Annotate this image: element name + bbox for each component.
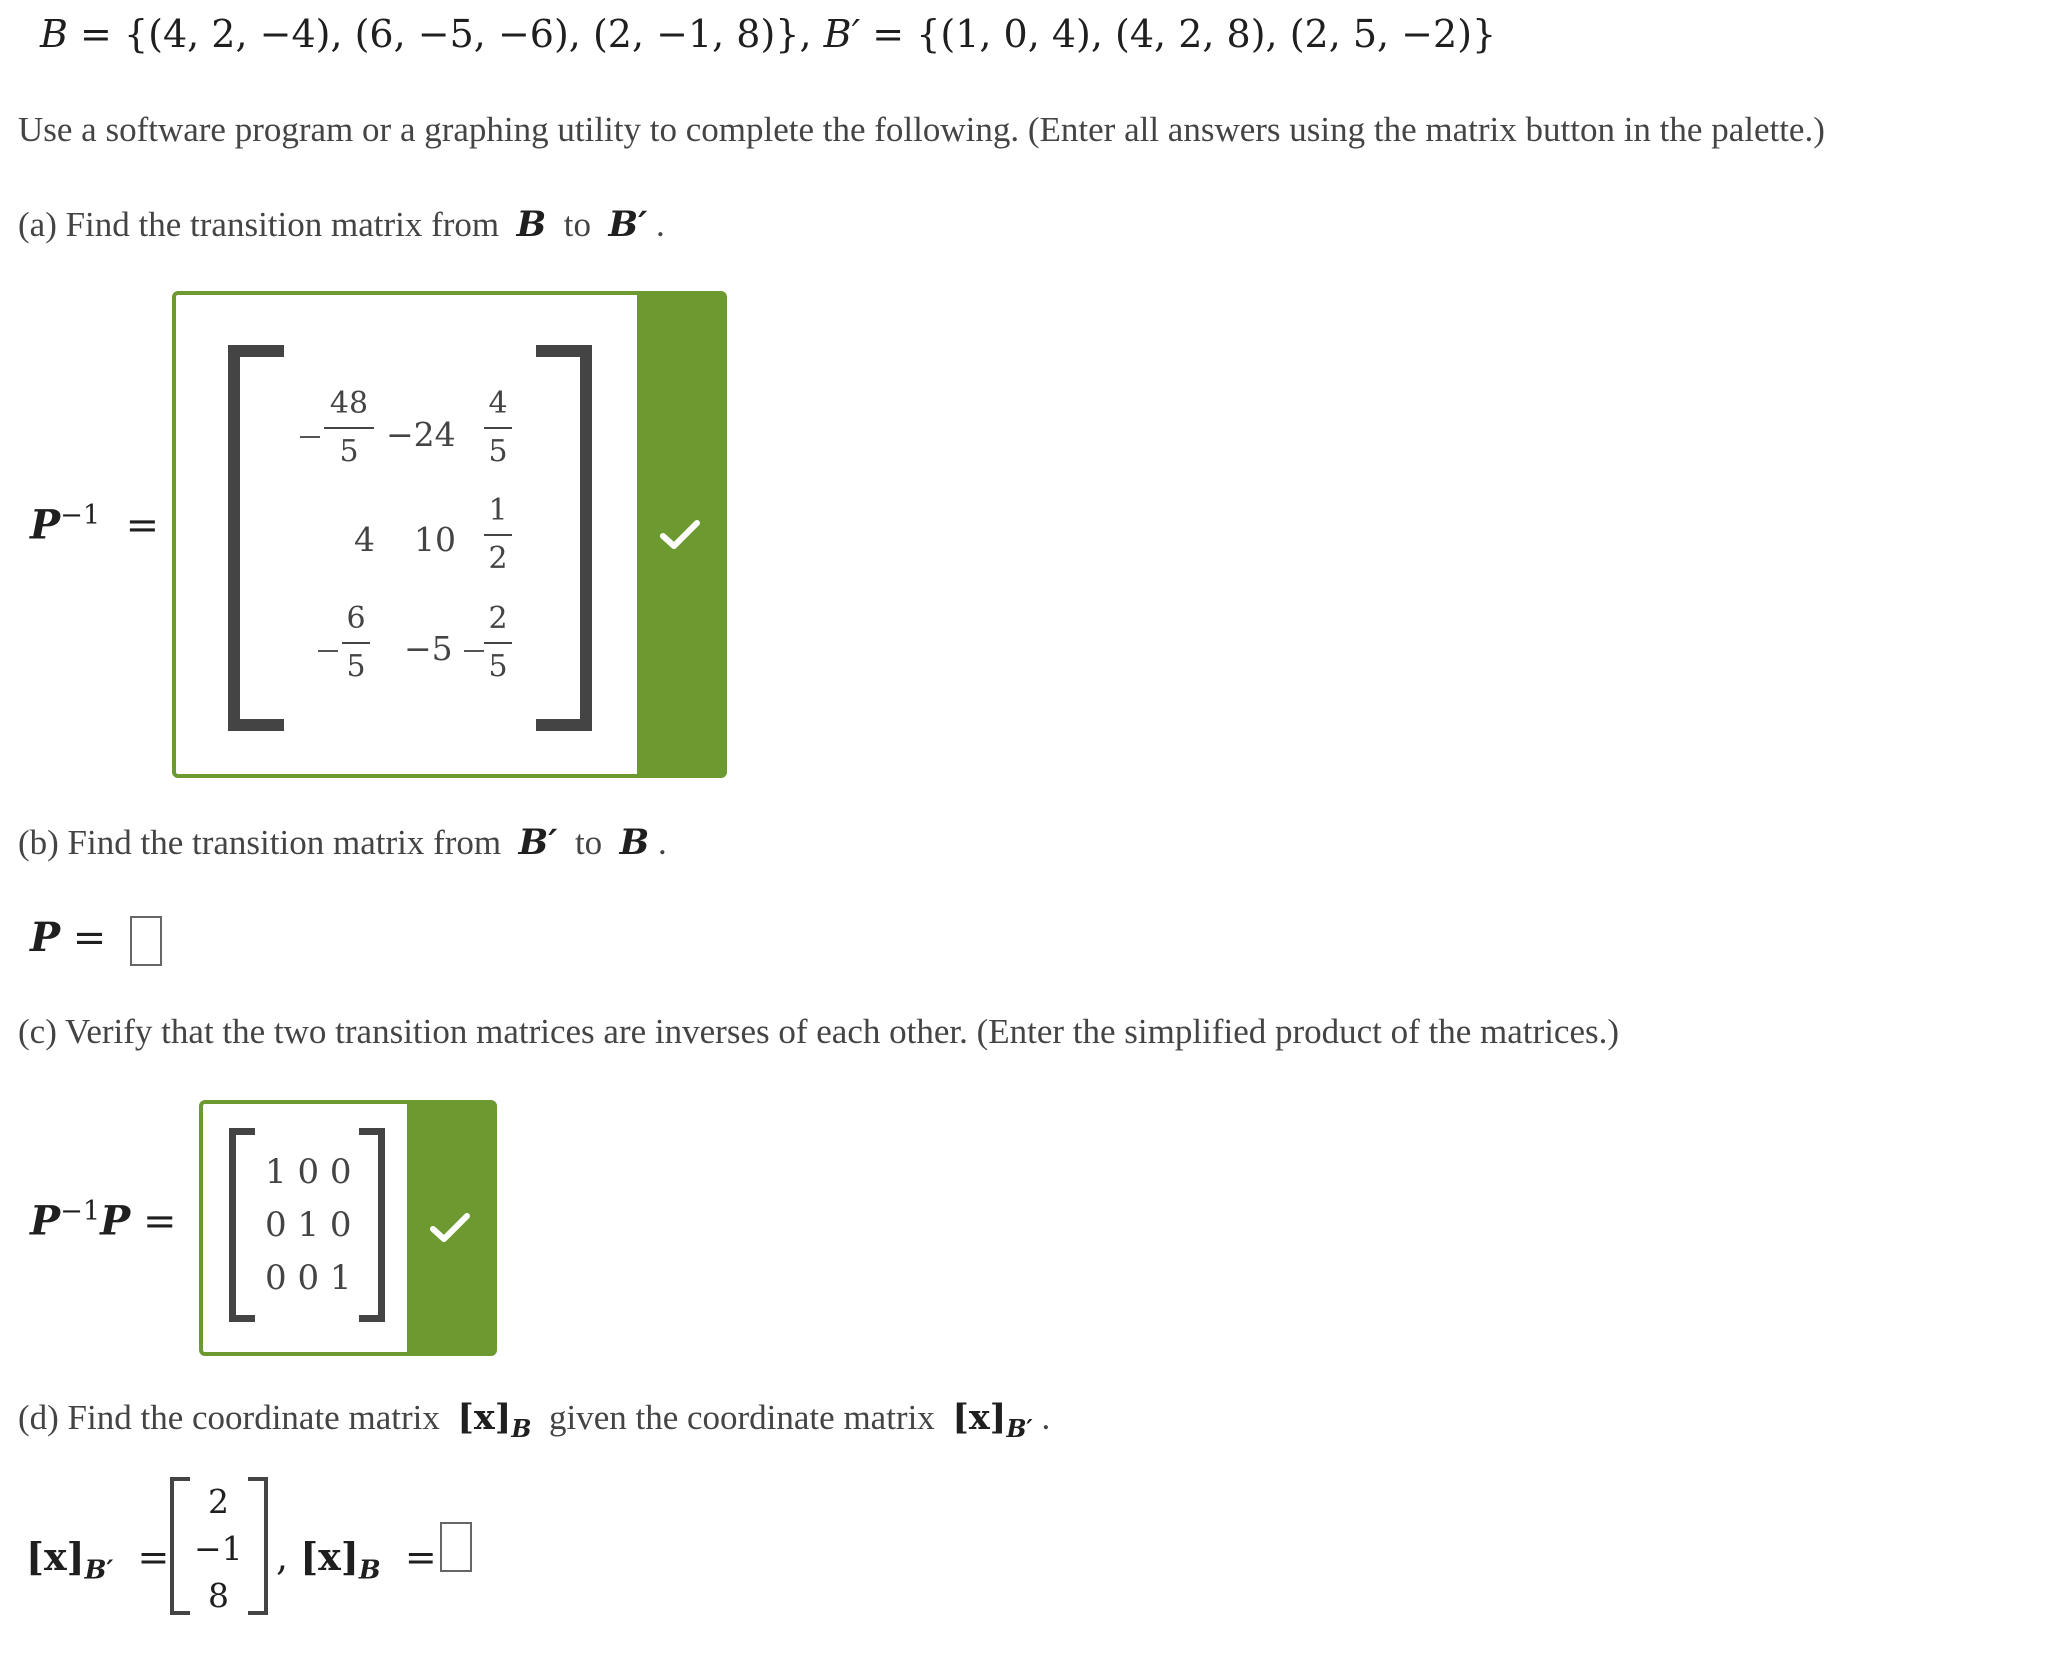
part-b-prompt — [18, 822, 667, 863]
right-bracket — [359, 1128, 385, 1322]
part-c-answer-box[interactable] — [199, 1100, 497, 1356]
part-c-lhs-p: P — [30, 1197, 61, 1245]
part-c-lhs-sup: −1 — [60, 1196, 101, 1227]
part-a-lhs-p: P — [30, 501, 61, 549]
part-d-given-lhs: $[x]_{B'}$ = — [26, 1534, 170, 1586]
sets-definition: B = {(4, 2, −4), (6, −5, −6), (2, −1, 8)}, B′ = {(1, 0, 4), (4, 2, 8), (2, 5, −2)} — [40, 12, 1497, 56]
given-vector-entry-3: 8 — [208, 1576, 229, 1615]
set-b-value: {(4, 2, −4), (6, −5, −6), (2, −1, 8)} — [123, 12, 800, 56]
given-vector-entry-1: 2 — [208, 1482, 229, 1521]
part-d-x1: [x] — [457, 1397, 512, 1438]
part-b-period: . — [658, 823, 667, 862]
part-d-period: . — [1041, 1398, 1051, 1437]
identity-row-3: 0 0 1 — [265, 1258, 352, 1298]
part-b-prompt-text: (b) Find the transition matrix from — [18, 823, 502, 862]
part-c-eq: = — [142, 1198, 177, 1245]
matrix-entry-r1c3: 4 5 — [484, 387, 512, 469]
part-a-answer-box[interactable] — [172, 291, 727, 778]
given-vector-entry-2: −1 — [194, 1529, 243, 1568]
part-a-correct-indicator — [637, 295, 723, 774]
part-d-x2-sub: B′ — [1006, 1415, 1033, 1443]
part-d-mid-text: given the coordinate matrix — [548, 1398, 935, 1437]
matrix-entry-r2c3: 1 2 — [484, 494, 512, 576]
part-b-eq: = — [72, 915, 107, 961]
part-d-answer-lhs: , $[x]_B$ = — [276, 1534, 437, 1586]
minus-sign — [300, 436, 320, 438]
part-a-prompt — [18, 204, 665, 245]
part-a-lhs — [30, 500, 159, 548]
part-a-eq: = — [125, 502, 160, 549]
part-b-to-word: to — [574, 823, 603, 862]
instructions: Use a software program or a graphing utility to complete the following. (Enter all answers using the matrix button in the palette.) — [18, 110, 1825, 149]
part-a-period: . — [656, 205, 665, 244]
part-b-answer-input[interactable] — [130, 916, 162, 966]
part-d-x2: [x] — [952, 1397, 1007, 1438]
part-a-prompt-text: (a) Find the transition matrix from — [18, 205, 500, 244]
part-d-answer-input[interactable] — [440, 1522, 472, 1572]
part-d-prompt — [18, 1397, 1050, 1443]
minus-sign — [464, 650, 484, 652]
part-c-correct-indicator — [407, 1104, 493, 1352]
set-bprime-value: {(1, 0, 4), (4, 2, 8), (2, 5, −2)} — [916, 12, 1497, 56]
matrix-entry-r1c1: 48 5 — [324, 387, 374, 469]
checkmark-icon — [429, 1211, 471, 1245]
minus-sign — [318, 650, 338, 652]
set-bprime-label: B′ — [823, 12, 861, 56]
part-d-x1-sub: B — [511, 1415, 532, 1443]
matrix-entry-r2c2: 10 — [414, 520, 456, 559]
part-a-to-word: to — [563, 205, 591, 244]
set-b-label: B — [40, 12, 68, 56]
part-b-lhs — [30, 914, 106, 961]
matrix-entry-r3c1: 6 5 — [342, 602, 370, 684]
part-c-prompt: (c) Verify that the two transition matrices are inverses of each other. (Enter the simplified product of the matrices.) — [18, 1012, 1620, 1051]
part-d-prompt-text: (d) Find the coordinate matrix — [18, 1398, 440, 1437]
part-c-lhs-p2: P — [100, 1197, 131, 1245]
left-bracket — [229, 1128, 255, 1322]
part-b-from: B′ — [518, 822, 558, 863]
identity-row-2: 0 1 0 — [265, 1205, 352, 1245]
part-b-lhs-p: P — [30, 914, 61, 961]
part-a-from: B — [516, 204, 547, 245]
identity-row-1: 1 0 0 — [265, 1152, 352, 1192]
checkmark-icon — [659, 518, 701, 552]
vector-right-bracket — [248, 1477, 268, 1615]
part-c-lhs — [30, 1196, 176, 1244]
part-b-to: B — [619, 822, 650, 863]
left-bracket — [228, 345, 284, 731]
part-a-lhs-sup: −1 — [60, 500, 101, 531]
right-bracket — [536, 345, 592, 731]
vector-left-bracket — [170, 1477, 190, 1615]
matrix-entry-r3c3: 2 5 — [484, 602, 512, 684]
matrix-entry-r2c1: 4 — [354, 520, 375, 559]
matrix-entry-r3c2: −5 — [404, 629, 453, 668]
matrix-entry-r1c2: −24 — [386, 415, 456, 454]
part-a-to: B′ — [608, 204, 648, 245]
